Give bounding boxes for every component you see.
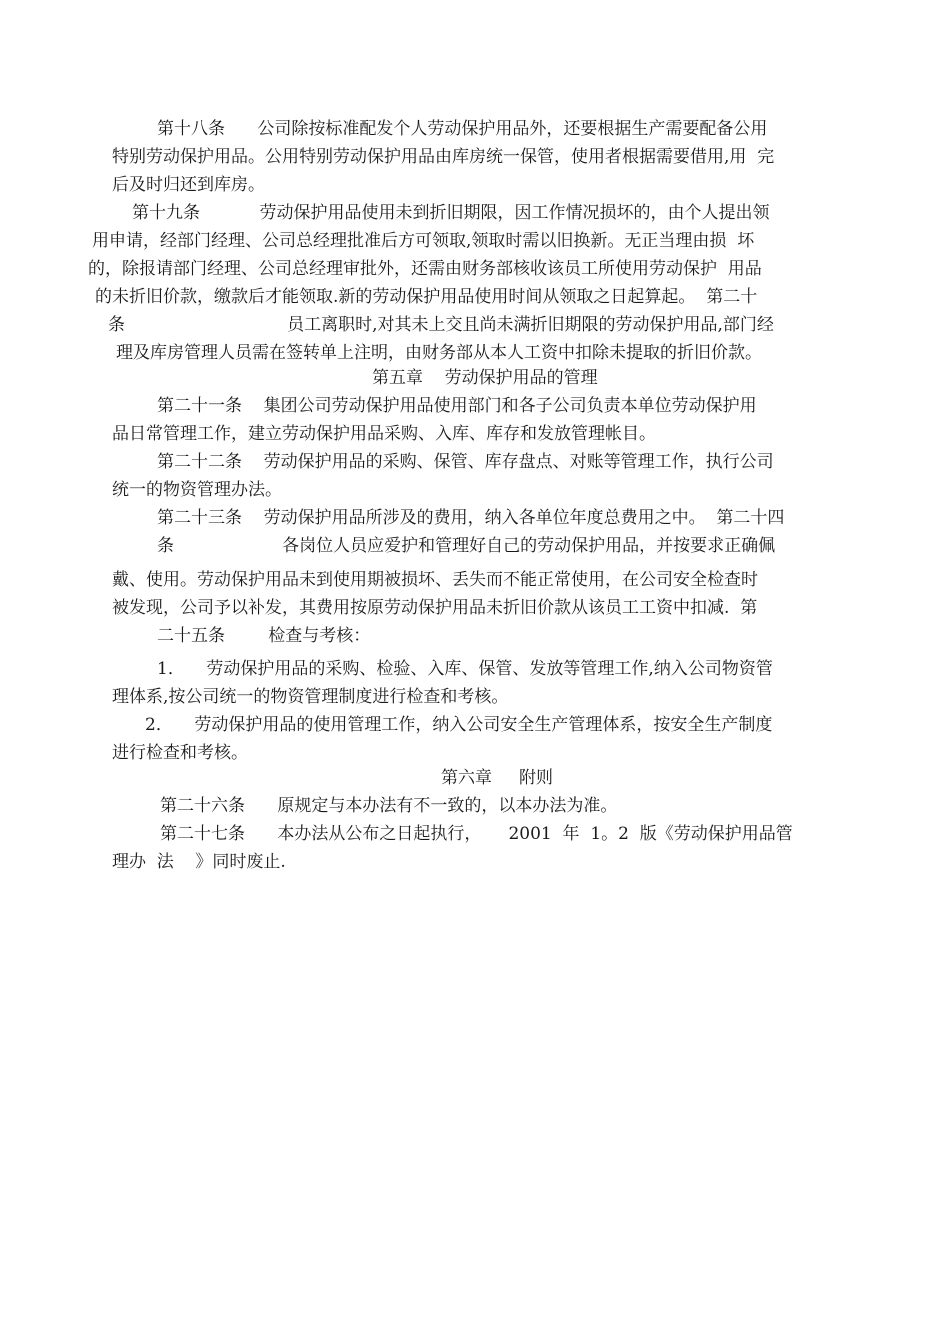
text-line: 的，除报请部门经理、公司总经理审批外，还需由财务部核收该员工所使用劳动保护 用品 bbox=[88, 259, 762, 279]
chapter-heading: 第五章 劳动保护用品的管理 bbox=[372, 368, 598, 388]
text-line: 第二十一条 集团公司劳动保护用品使用部门和各子公司负责本单位劳动保护用 bbox=[157, 396, 757, 416]
text-line: 进行检查和考核。 bbox=[112, 743, 248, 763]
text-line: 用申请，经部门经理、公司总经理批准后方可领取,领取时需以旧换新。无正当理由损 坏 bbox=[92, 231, 755, 251]
text-line: 理体系,按公司统一的物资管理制度进行检查和考核。 bbox=[112, 687, 509, 707]
text-line: 特别劳动保护用品。公用特别劳动保护用品由库房统一保管，使用者根据需要借用,用 完 bbox=[112, 147, 775, 167]
text-line: 条 各岗位人员应爱护和管理好自己的劳动保护用品，并按要求正确佩 bbox=[157, 536, 776, 556]
list-item: 1． 劳动保护用品的采购、检验、入库、保管、发放等管理工作,纳入公司物资管 bbox=[157, 659, 773, 679]
text-line: 品日常管理工作，建立劳动保护用品采购、入库、库存和发放管理帐目。 bbox=[112, 424, 656, 444]
list-item: 2． 劳动保护用品的使用管理工作，纳入公司安全生产管理体系，按安全生产制度 bbox=[145, 715, 773, 735]
text-line: 理办 法 》同时废止. bbox=[112, 852, 286, 872]
text-line: 理及库房管理人员需在签转单上注明，由财务部从本人工资中扣除未提取的折旧价款。 bbox=[116, 343, 762, 363]
text-line: 戴、使用。劳动保护用品未到使用期被损坏、丢失而不能正常使用，在公司安全检查时 bbox=[112, 570, 758, 590]
text-line: 条 员工离职时,对其未上交且尚未满折旧期限的劳动保护用品,部门经 bbox=[108, 315, 774, 335]
text-line: 第二十六条 原规定与本办法有不一致的，以本办法为准。 bbox=[160, 796, 618, 816]
text-line: 第十九条 劳动保护用品使用未到折旧期限，因工作情况损坏的，由个人提出领 bbox=[132, 203, 770, 223]
text-line: 统一的物资管理办法。 bbox=[112, 480, 282, 500]
text-line: 二十五条 检查与考核： bbox=[157, 626, 371, 646]
text-line: 后及时归还到库房。 bbox=[112, 175, 265, 195]
text-line: 第二十三条 劳动保护用品所涉及的费用，纳入各单位年度总费用之中。 第二十四 bbox=[157, 508, 785, 528]
text-line: 第二十二条 劳动保护用品的采购、保管、库存盘点、对账等管理工作，执行公司 bbox=[157, 452, 774, 472]
text-line: 第二十七条 本办法从公布之日起执行， 2001 年 1。2 版《劳动保护用品管 bbox=[160, 824, 793, 844]
text-line: 第十八条 公司除按标准配发个人劳动保护用品外，还要根据生产需要配备公用 bbox=[157, 119, 768, 139]
text-line: 的未折旧价款，缴款后才能领取.新的劳动保护用品使用时间从领取之日起算起。 第二十 bbox=[95, 287, 758, 307]
chapter-heading: 第六章 附则 bbox=[441, 768, 554, 788]
text-line: 被发现，公司予以补发，其费用按原劳动保护用品未折旧价款从该员工工资中扣减. 第 bbox=[112, 598, 758, 618]
